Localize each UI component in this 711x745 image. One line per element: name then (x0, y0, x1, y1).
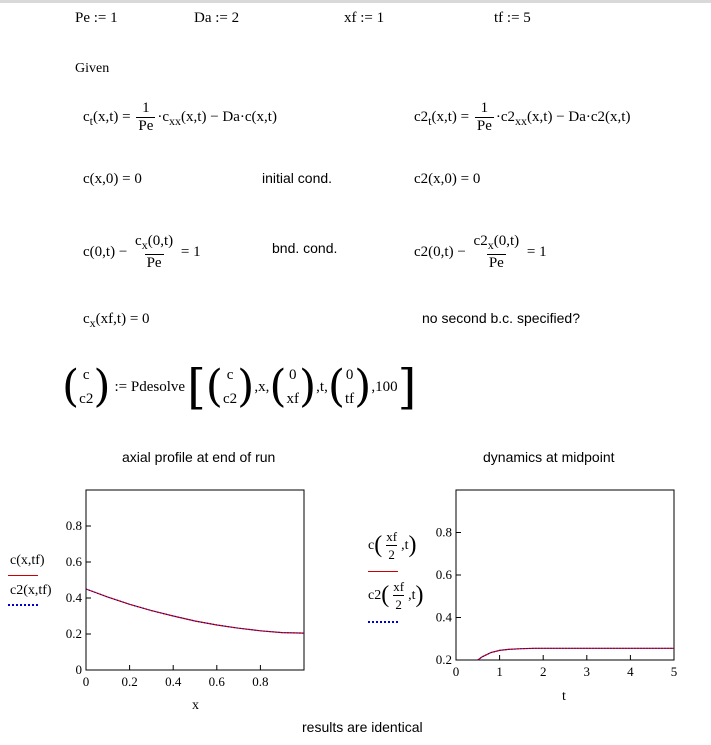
paren-close: ) (93, 361, 111, 412)
plot2-yl2-paren-close: ) (415, 582, 424, 608)
bc-cx-args: (xf,t) = 0 (95, 311, 150, 327)
bc-c2-num (472, 233, 522, 254)
bracket-close: ] (397, 359, 417, 415)
paren-open: ( (62, 361, 80, 412)
paren-open-2: ( (205, 361, 223, 412)
plot2-yl1-paren-close: ) (408, 532, 417, 558)
plot2-ylabel2 (368, 578, 423, 613)
plot1-xtick-label-4: 0.8 (252, 674, 269, 689)
solve-xrange-vector (286, 363, 299, 411)
bc-c[interactable] (83, 233, 201, 272)
bracket-open: [ (187, 359, 206, 415)
plot2-title[interactable]: dynamics at midpoint (483, 449, 615, 465)
pde-c2-lhs: c2 (414, 108, 429, 125)
pde-c2-fraction (475, 100, 494, 135)
plot2-yl2-den: 2 (395, 597, 402, 612)
def-xf[interactable]: xf := 1 (344, 10, 385, 26)
pde-c-lhs-sub: t (89, 113, 94, 128)
pde-c-args: (x,t) = (93, 108, 131, 125)
plot2-frame (456, 490, 674, 660)
ic-label[interactable]: initial cond. (262, 170, 333, 186)
solve-xrange-bot: xf (286, 391, 299, 407)
plot1-legend-line2 (8, 604, 38, 606)
pde-c2-lhs-sub: t (428, 113, 432, 128)
plot2-graph (436, 490, 678, 679)
bc-c-post: = 1 (180, 243, 201, 260)
given-keyword[interactable]: Given (75, 61, 110, 76)
window-top-border (0, 0, 711, 3)
plot2-yl2-paren-open: ( (381, 582, 390, 608)
pde-c2-rest: (x,t) − Da·c2(x,t) (527, 108, 631, 125)
solve-trange-top: 0 (345, 367, 354, 383)
plot2-xtick-label-1: 1 (496, 664, 503, 679)
pde-c[interactable] (83, 100, 277, 135)
solve-xrange-top: 0 (288, 367, 297, 383)
bc-cx-main: c (83, 311, 90, 327)
plot2-xtick-label-0: 0 (452, 664, 460, 679)
bc-label[interactable]: bnd. cond. (272, 240, 338, 256)
ic-c2[interactable]: c2(x,0) = 0 (414, 171, 481, 187)
plot1-xtick-label-1: 0.2 (121, 674, 138, 689)
def-tf[interactable]: tf := 5 (494, 10, 531, 26)
plot1-ytick-label-0: 0 (75, 662, 82, 677)
bc-c2-pre: c2(0,t) − (414, 243, 466, 260)
ic-c[interactable]: c(x,0) = 0 (83, 171, 142, 187)
plot2-yl2-num: xf (393, 579, 405, 594)
pde-c2[interactable] (414, 100, 630, 135)
bc-c2[interactable] (414, 233, 547, 272)
plot1-title[interactable]: axial profile at end of run (122, 449, 276, 465)
plot2-ytick-label-1: 0.4 (435, 609, 452, 625)
pde-c2-den: Pe (476, 118, 492, 134)
plot2-region[interactable] (420, 480, 710, 695)
plot1-frame (86, 490, 304, 670)
bc-c-pre: c(0,t) − (83, 243, 128, 260)
pde-c2-mid-sub: xx (515, 113, 528, 128)
def-pe[interactable]: Pe := 1 (75, 10, 118, 26)
bc-cx[interactable] (83, 311, 150, 331)
pde-c-rest: (x,t) − Da·c(x,t) (181, 108, 277, 125)
plot2-ytick-label-2: 0.6 (435, 567, 452, 582)
solve-var-vector (223, 363, 237, 411)
pdesolve-statement[interactable] (62, 359, 417, 415)
paren-close-2: ) (237, 361, 255, 412)
pde-c2-args: (x,t) = (431, 108, 470, 125)
plot2-xtick-label-5: 5 (670, 664, 678, 679)
bc-c-num-sub: x (141, 238, 148, 252)
plot2-yl2-pre: c2 (368, 587, 382, 603)
plot2-xtick-label-4: 4 (627, 664, 634, 679)
plot1-region[interactable] (0, 480, 330, 720)
pde-c-mid: ·c (157, 108, 170, 125)
bc-c2-den: Pe (488, 255, 504, 271)
note-no-bc[interactable]: no second b.c. specified? (422, 310, 580, 326)
solve-lhs-bot: c2 (79, 391, 94, 407)
plot2-ytick-label-0: 0.2 (435, 652, 452, 667)
bc-c-num-args: (0,t) (147, 233, 174, 249)
plot2-yl1-post: ,t (401, 537, 409, 553)
solve-var-top: c (226, 367, 234, 383)
plot2-yl1-num: xf (386, 529, 398, 544)
plot2-yl1-paren-open: ( (374, 532, 383, 558)
bc-c2-num-sub: x (487, 238, 494, 252)
plot2-yl1-pre: c (368, 537, 375, 553)
plot2-yl2-frac (391, 578, 406, 613)
bc-c-fraction (133, 233, 175, 272)
plot1-ylabel2: c2(x,tf) (10, 583, 52, 598)
bc-c2-fraction (472, 233, 522, 272)
bc-c-num-main: c (135, 233, 142, 249)
solve-x-arg: ,x, (254, 378, 270, 395)
solve-lhs-top: c (82, 367, 90, 383)
plot2-yl1-frac (384, 528, 399, 563)
plot2-xlabel: t (562, 689, 566, 704)
paren-close-3: ) (298, 361, 317, 412)
plot1-ylabel1: c(x,tf) (10, 553, 45, 568)
paren-open-3: ( (269, 361, 287, 412)
plot1-xtick-label-2: 0.4 (165, 674, 182, 689)
pde-c-num: 1 (142, 100, 150, 116)
plot1-xtick-label-0: 0 (82, 674, 90, 689)
solve-trange-bot: tf (345, 391, 355, 407)
solve-t-arg: ,t, (316, 378, 328, 395)
pde-c-den: Pe (138, 118, 154, 134)
paren-close-4: ) (354, 361, 372, 412)
paren-open-4: ( (327, 361, 345, 412)
plot2-legend-line2 (368, 621, 398, 623)
plot2-yl1-den: 2 (388, 547, 395, 562)
plot1-xtick-label-3: 0.6 (208, 674, 225, 689)
pde-c2-num: 1 (480, 100, 489, 116)
solve-n-arg: ,100 (371, 378, 398, 395)
plot2-ylabel1 (368, 528, 416, 563)
bc-c2-post: = 1 (526, 243, 547, 260)
bc-c2-num-main: c2 (473, 233, 488, 249)
pde-c-fraction (136, 100, 155, 135)
pde-c-mid-sub: xx (169, 113, 182, 128)
plot2-xtick-label-3: 3 (583, 664, 591, 679)
solve-var-bot: c2 (222, 391, 238, 407)
bc-c2-num-args: (0,t) (493, 233, 520, 249)
solve-trange-vector (345, 363, 354, 411)
plot1-graph (66, 490, 304, 689)
solve-assign: := Pdesolve (114, 378, 186, 395)
pde-c2-mid: ·c2 (495, 108, 516, 125)
pde-c-lhs: c (83, 108, 90, 125)
def-da[interactable]: Da := 2 (194, 10, 240, 26)
plot1-ytick-label-2: 0.4 (65, 590, 82, 605)
plot1-ytick-label-4: 0.8 (65, 518, 82, 533)
plot1-legend-line1 (8, 575, 38, 576)
plot2-ytick-label-3: 0.8 (435, 524, 452, 540)
bc-c-den: Pe (146, 255, 162, 271)
bc-c-num (133, 233, 175, 254)
plot2-yl2-post: ,t (408, 587, 416, 603)
bc-cx-sub: x (89, 316, 96, 330)
plot1-ytick-label-1: 0.2 (65, 626, 82, 641)
plot2-xtick-label-2: 2 (539, 664, 547, 679)
plot1-xlabel: x (192, 698, 199, 713)
plot2-legend-line1 (368, 571, 398, 572)
plot1-ytick-label-3: 0.6 (65, 554, 82, 569)
solve-lhs-vector (79, 363, 93, 411)
footer-note[interactable]: results are identical (302, 719, 423, 735)
